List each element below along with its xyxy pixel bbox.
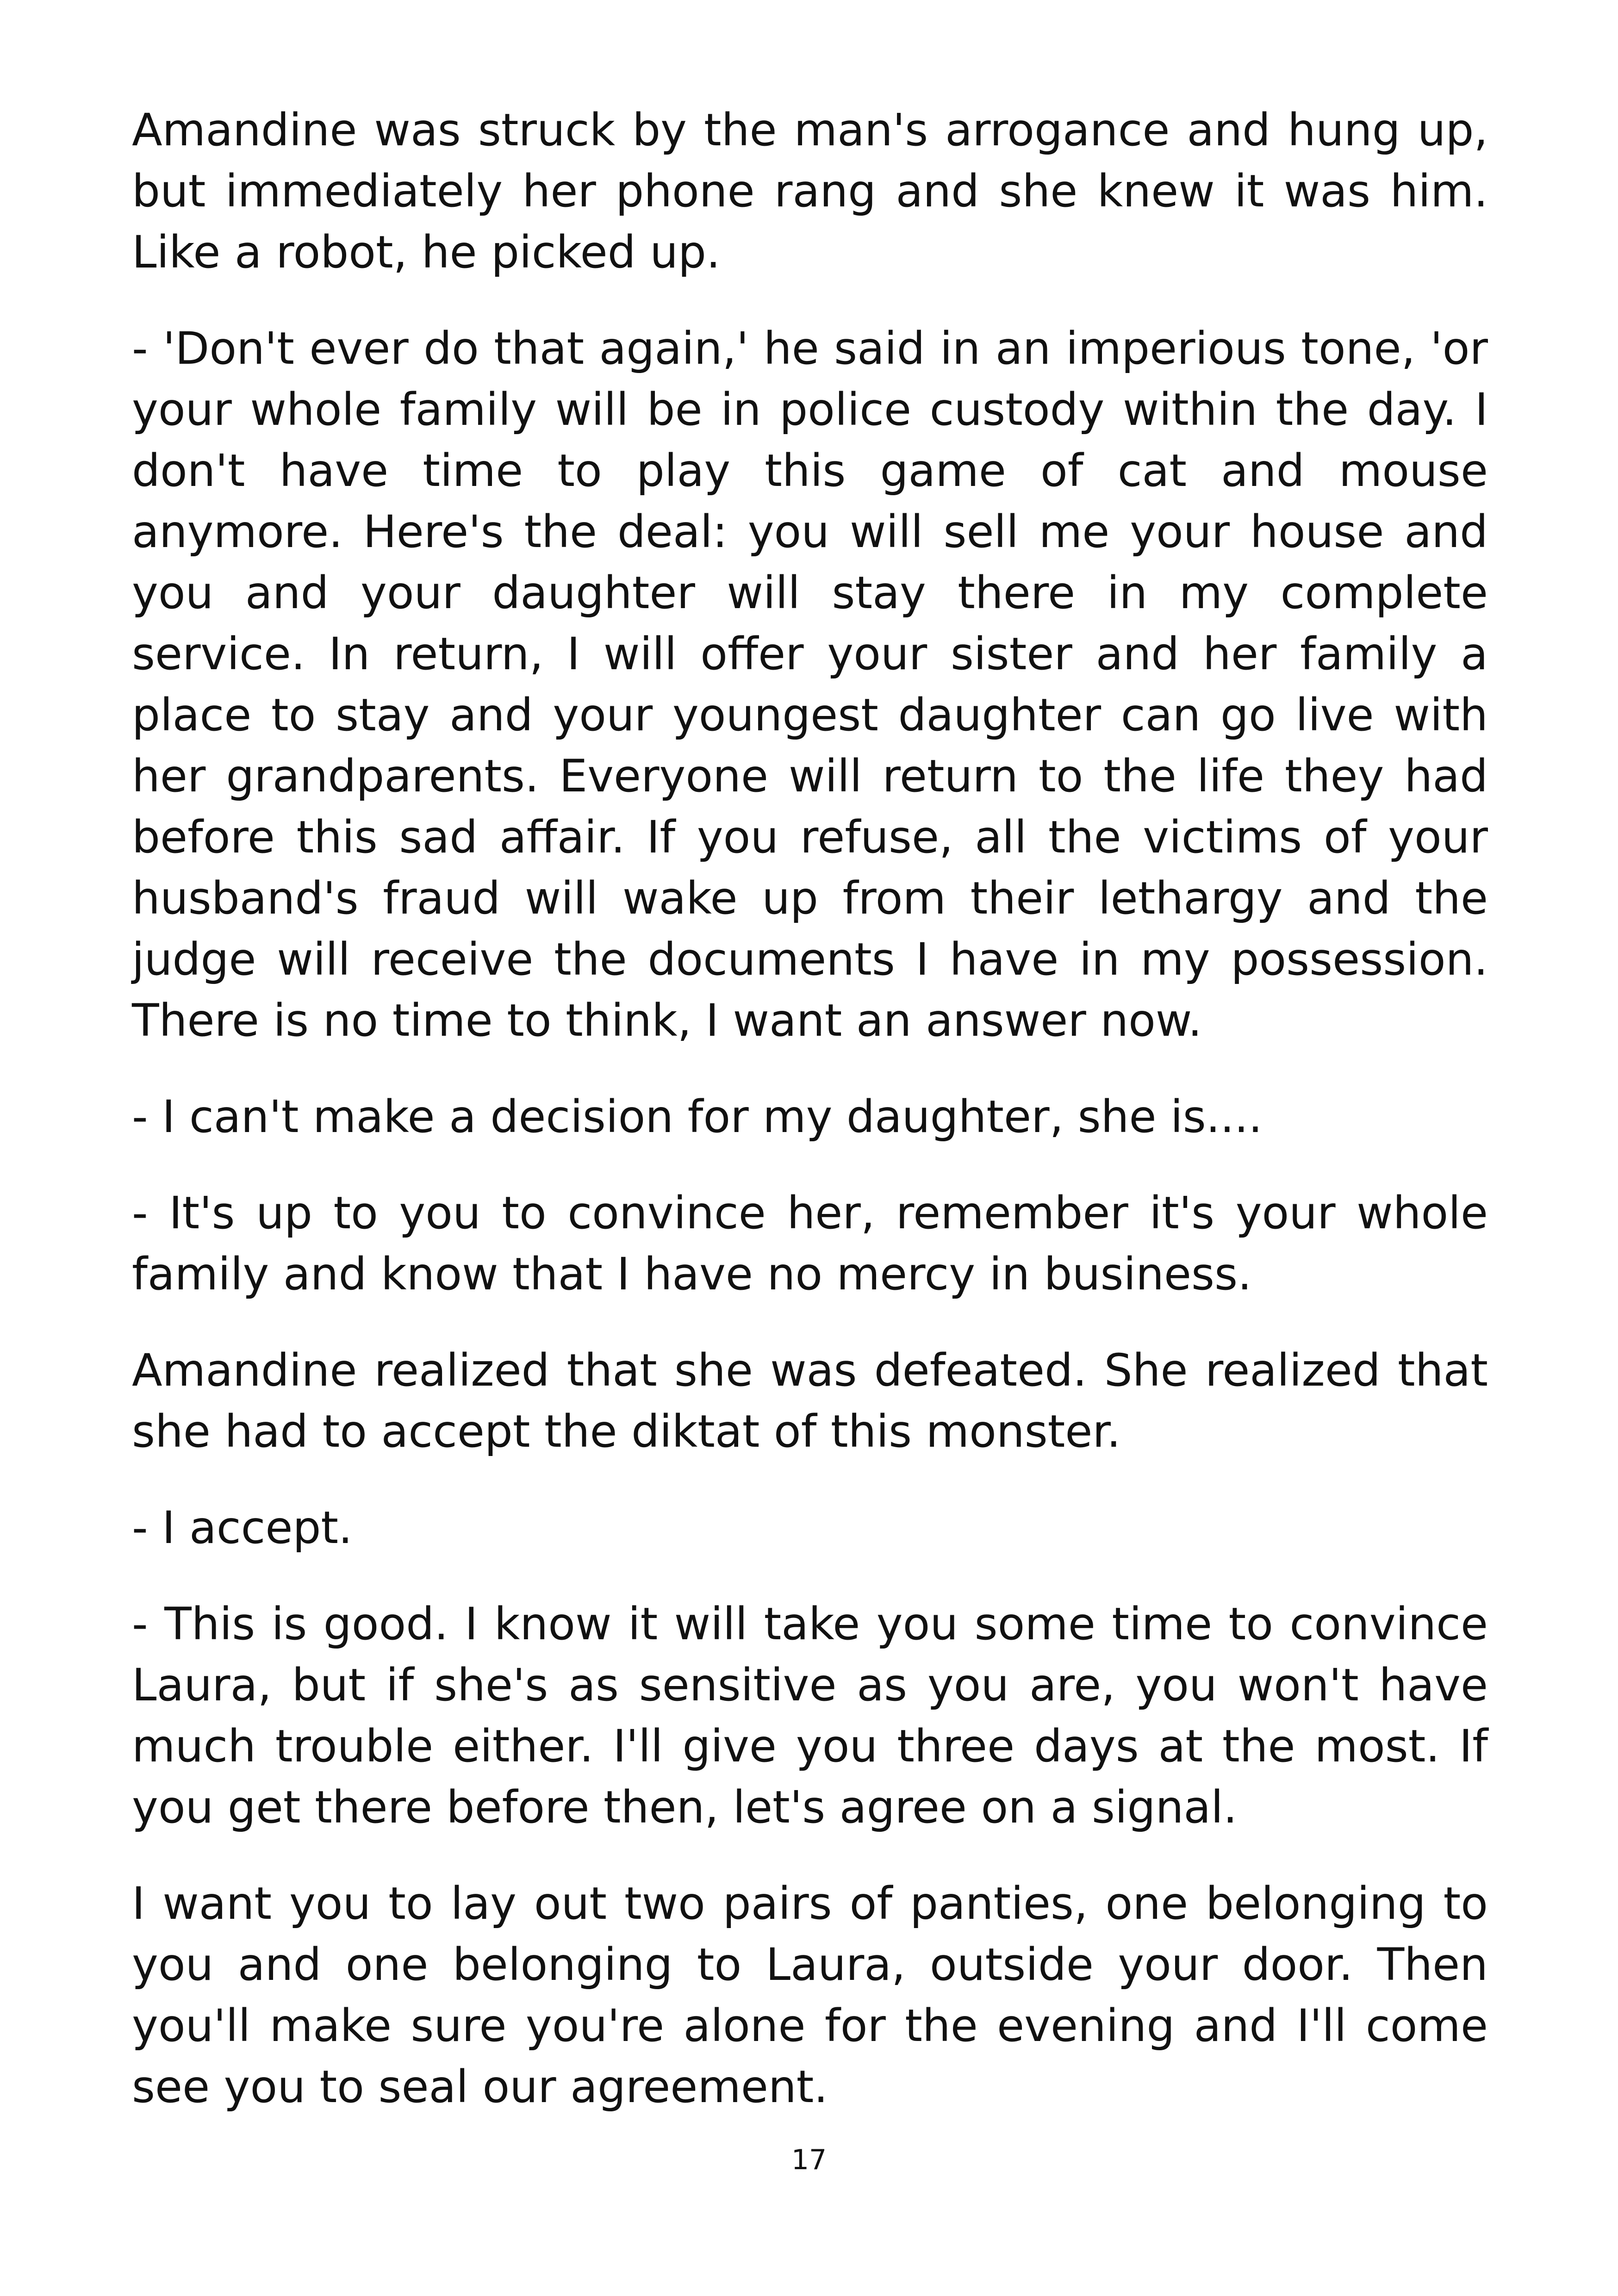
paragraph-6: - I accept. — [132, 1502, 353, 1554]
paragraph-2: - 'Don't ever do that again,' he said in an imperious tone, 'or your whole family will be in police custody within the day. I don't have time to play this game of cat and mouse anymore. Here's the deal: you will sell me your house and you and your daughter will stay there in my complete service. In return, I will offer your sister and her family a place to stay and your youngest daughter can go live with her grandparents. Everyone will return to the life they had before this sad affair. If you refuse, all the victims of your husband's fraud will wake up from their lethargy and the judge will receive the documents I have in my possession. There is no time to think, I want an answer now. — [132, 323, 1488, 1046]
paragraph-5: Amandine realized that she was defeated. She realized that she had to accept the diktat of this monster. — [132, 1344, 1488, 1457]
paragraph-1: Amandine was struck by the man's arrogance and hung up, but immediately her phone rang and she knew it was him. Like a robot, he picked up. — [132, 104, 1488, 278]
page-number: 17 — [791, 2144, 827, 2176]
paragraph-7: - This is good. I know it will take you some time to convince Laura, but if she's as sensitive as you are, you won't have much trouble either. I'll give you three days at the most. If you get there before then, let's agree on a signal. — [132, 1598, 1488, 1833]
paragraph-3: - I can't make a decision for my daughter, she is.... — [132, 1091, 1263, 1143]
paragraph-4: - It's up to you to convince her, remember it's your whole family and know that I have no mercy in business. — [132, 1187, 1488, 1300]
paragraph-8: I want you to lay out two pairs of panties, one belonging to you and one belonging to Laura, outside your door. Then you'll make sure you're alone for the evening and I'll come see you to seal our agreement. — [132, 1878, 1488, 2113]
body-text — [132, 100, 1488, 2153]
